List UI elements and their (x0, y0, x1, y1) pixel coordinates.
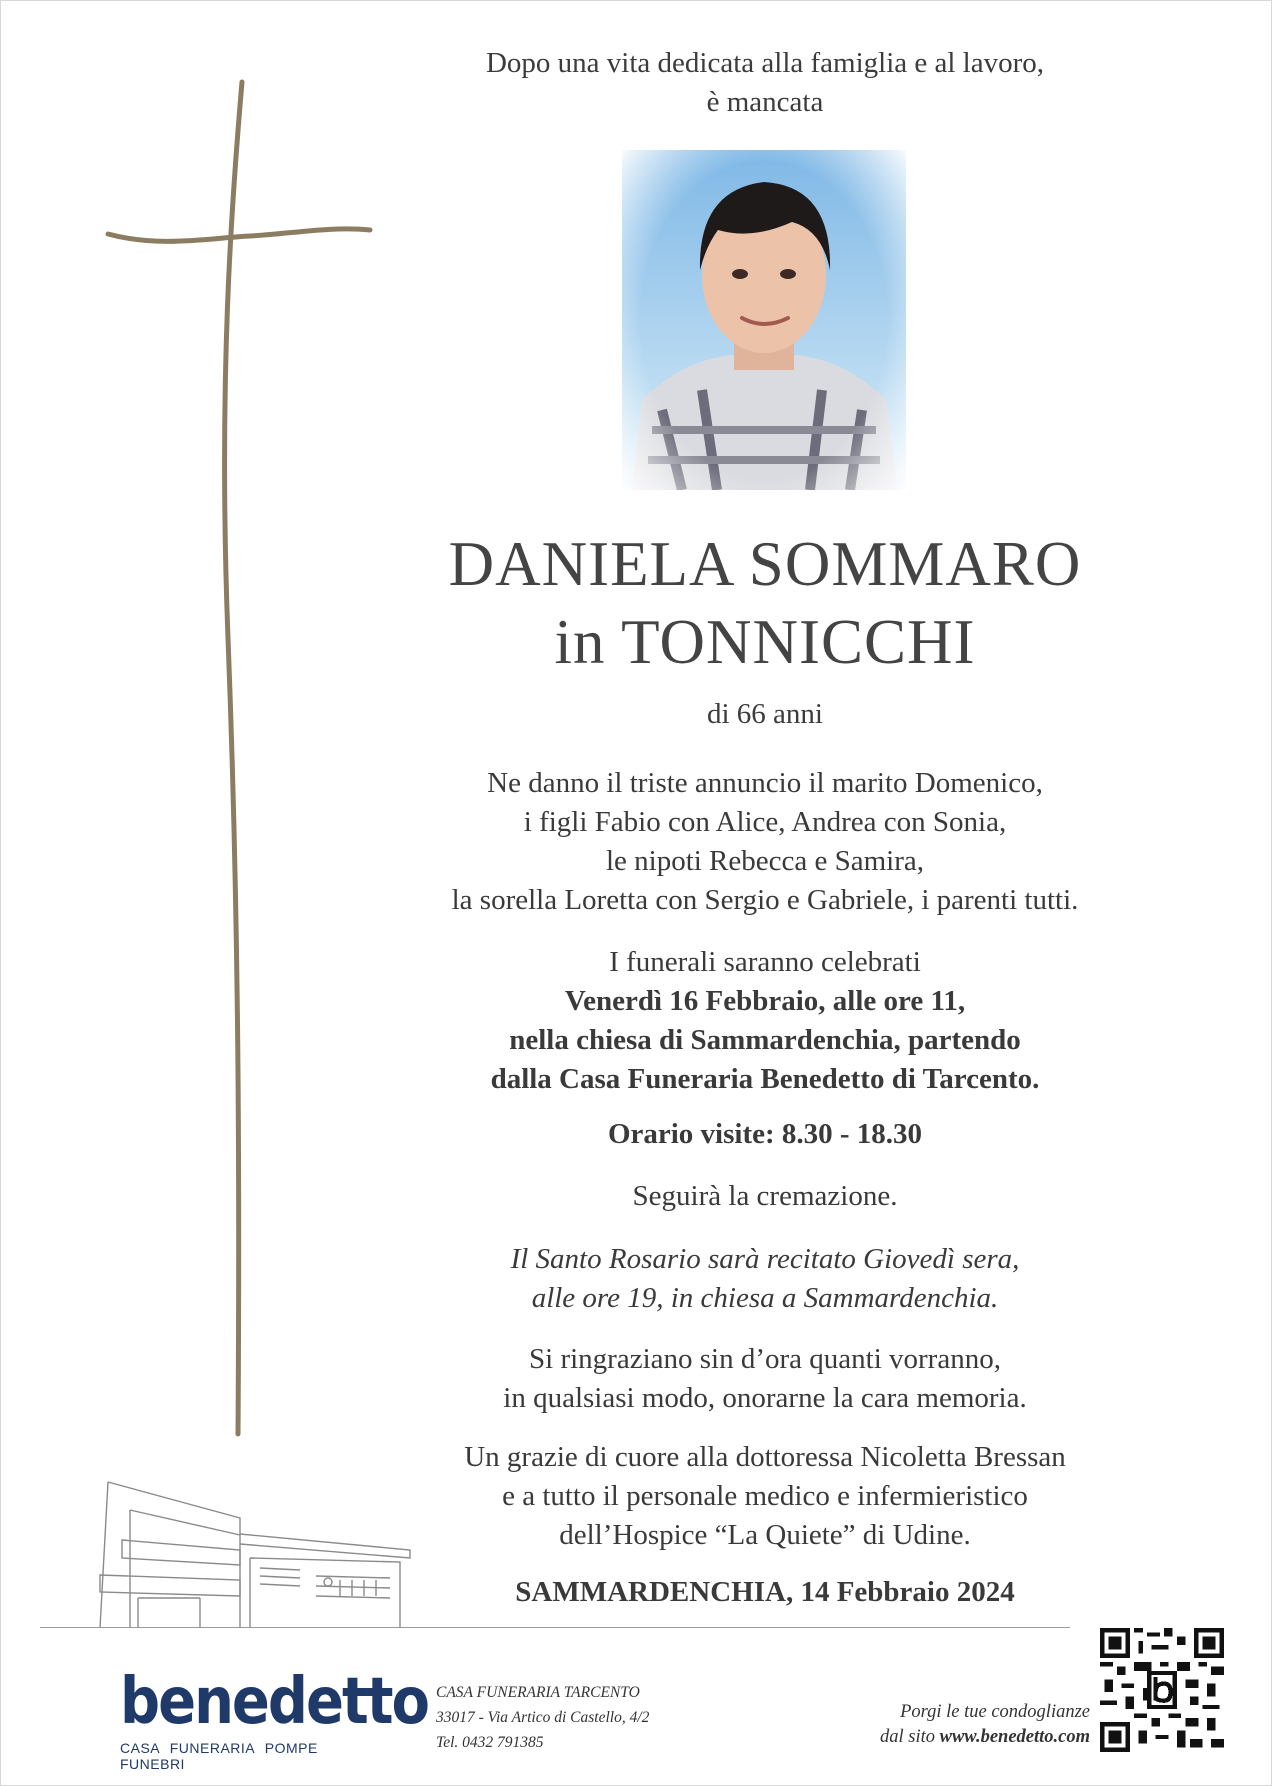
place-date: SAMMARDENCHIA, 14 Febbraio 2024 (515, 1576, 1015, 1608)
funeral-intro: I funerali saranno celebrati (609, 946, 921, 978)
age: di 66 anni (707, 698, 823, 730)
thanks-note: Si ringraziano sin d’ora quanti vorranno, in qualsiasi modo, onorarne la cara memoria. (503, 1343, 1027, 1414)
deceased-name: DANIELA SOMMARO in TONNICCHI (448, 529, 1082, 677)
portrait-photo (622, 150, 906, 490)
intro-text: Dopo una vita dedicata alla famiglia e al lavoro, è mancata (485, 47, 1045, 118)
qr-code-icon[interactable] (1100, 1628, 1224, 1752)
funeral-details: Venerdì 16 Febbraio, alle ore 11, nella chiesa di Sammardenchia, partendo dalla Casa Funeraria Benedetto di Tarcento. (490, 985, 1040, 1095)
building-illustration (90, 1480, 420, 1630)
website-link[interactable]: www.benedetto.com (939, 1727, 1090, 1747)
benedetto-logo: benedetto CASA FUNERARIA POMPE FUNEBRI (120, 1664, 428, 1772)
announcement: Ne danno il triste annuncio il marito Domenico, i figli Fabio con Alice, Andrea con Sonia, le nipoti Rebecca e Samira, la sorella Loretta con Sergio e Gabriele, i parenti tutti. (451, 767, 1079, 916)
funeral-home-address: CASA FUNERARIA TARCENTO 33017 - Via Artico di Castello, 4/2 Tel. 0432 791385 (436, 1684, 650, 1751)
gratitude-note: Un grazie di cuore alla dottoressa Nicoletta Bressan e a tutto il personale medico e infermieristico dell’Hospice “La Quiete” di Udine. (464, 1441, 1066, 1551)
condolence-note: Porgi le tue condoglianze dal sito www.benedetto.com (879, 1702, 1090, 1747)
visiting-hours: Orario visite: 8.30 - 18.30 (607, 1118, 923, 1150)
cremation-note: Seguirà la cremazione. (632, 1180, 898, 1212)
cross-icon (100, 78, 380, 1438)
footer-divider (40, 1627, 1070, 1628)
rosary-note: Il Santo Rosario sarà recitato Giovedì sera, alle ore 19, in chiesa a Sammardenchia. (510, 1243, 1020, 1314)
